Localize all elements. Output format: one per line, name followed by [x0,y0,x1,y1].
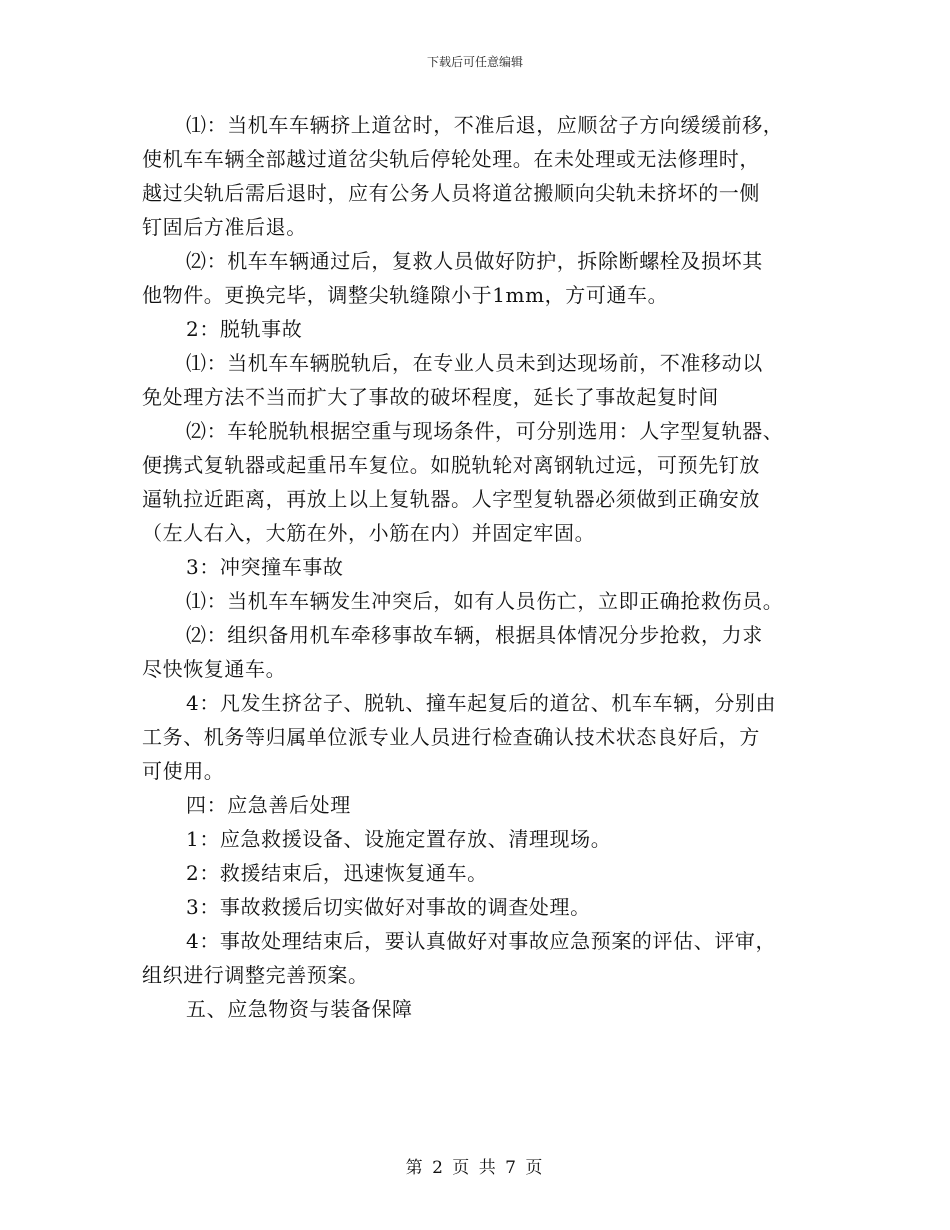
text-line: 五、应急物资与装备保障 [186,997,413,1021]
text-line: 2：脱轨事故 [186,317,303,341]
text-line: 4：凡发生挤岔子、脱轨、撞车起复后的道岔、机车车辆，分别由 [186,691,777,715]
text-line: 3：事故救援后切实做好对事故的调查处理。 [186,895,591,919]
text-line: 便携式复轨器或起重吊车复位。如脱轨轮对离钢轨过远，可预先钉放 [142,453,760,477]
document-body [142,108,812,1026]
text-line: 可使用。 [142,759,225,783]
text-line: 1：应急救援设备、设施定置存放、清理现场。 [186,827,612,851]
text-line: 尽快恢复通车。 [142,657,287,681]
text-line: ⑵：机车车辆通过后，复救人员做好防护，拆除断螺栓及损坏其 [186,249,763,273]
text-line: 组织进行调整完善预案。 [142,963,369,987]
text-line: （左人右入，大筋在外，小筋在内）并固定牢固。 [142,521,596,545]
text-line: ⑴：当机车车辆脱轨后，在专业人员未到达现场前，不准移动以 [186,351,763,375]
text-line: 他物件。更换完毕，调整尖轨缝隙小于1mm，方可通车。 [142,283,669,307]
text-line: 3：冲突撞车事故 [186,555,344,579]
text-line: 4：事故处理结束后，要认真做好对事故应急预案的评估、评审， [186,929,777,953]
text-line: ⑵：车轮脱轨根据空重与现场条件，可分别选用：人字型复轨器、 [186,419,784,443]
page-header: 下载后可任意编辑 [426,55,523,69]
text-line: 四：应急善后处理 [186,793,351,817]
text-line: 逼轨拉近距离，再放上以上复轨器。人字型复轨器必须做到正确安放 [142,487,760,511]
text-line: ⑴：当机车车辆挤上道岔时，不准后退，应顺岔子方向缓缓前移， [186,113,784,137]
text-line: 免处理方法不当而扩大了事故的破坏程度，延长了事故起复时间 [142,385,719,409]
text-line: 使机车车辆全部越过道岔尖轨后停轮处理。在未处理或无法修理时， [142,147,760,171]
text-line: 工务、机务等归属单位派专业人员进行检查确认技术状态良好后，方 [142,725,760,749]
text-line: 钉固后方准后退。 [142,215,307,239]
text-line: 越过尖轨后需后退时，应有公务人员将道岔搬顺向尖轨未挤坏的一侧 [142,181,760,205]
text-line: 2：救援结束后，迅速恢复通车。 [186,861,488,885]
text-line: ⑴：当机车车辆发生冲突后，如有人员伤亡，立即正确抢救伤员。 [186,589,784,613]
text-line: ⑵：组织备用机车牵移事故车辆，根据具体情况分步抢救，力求 [186,623,763,647]
page-number: 第 2 页 共 7 页 [405,1158,545,1178]
